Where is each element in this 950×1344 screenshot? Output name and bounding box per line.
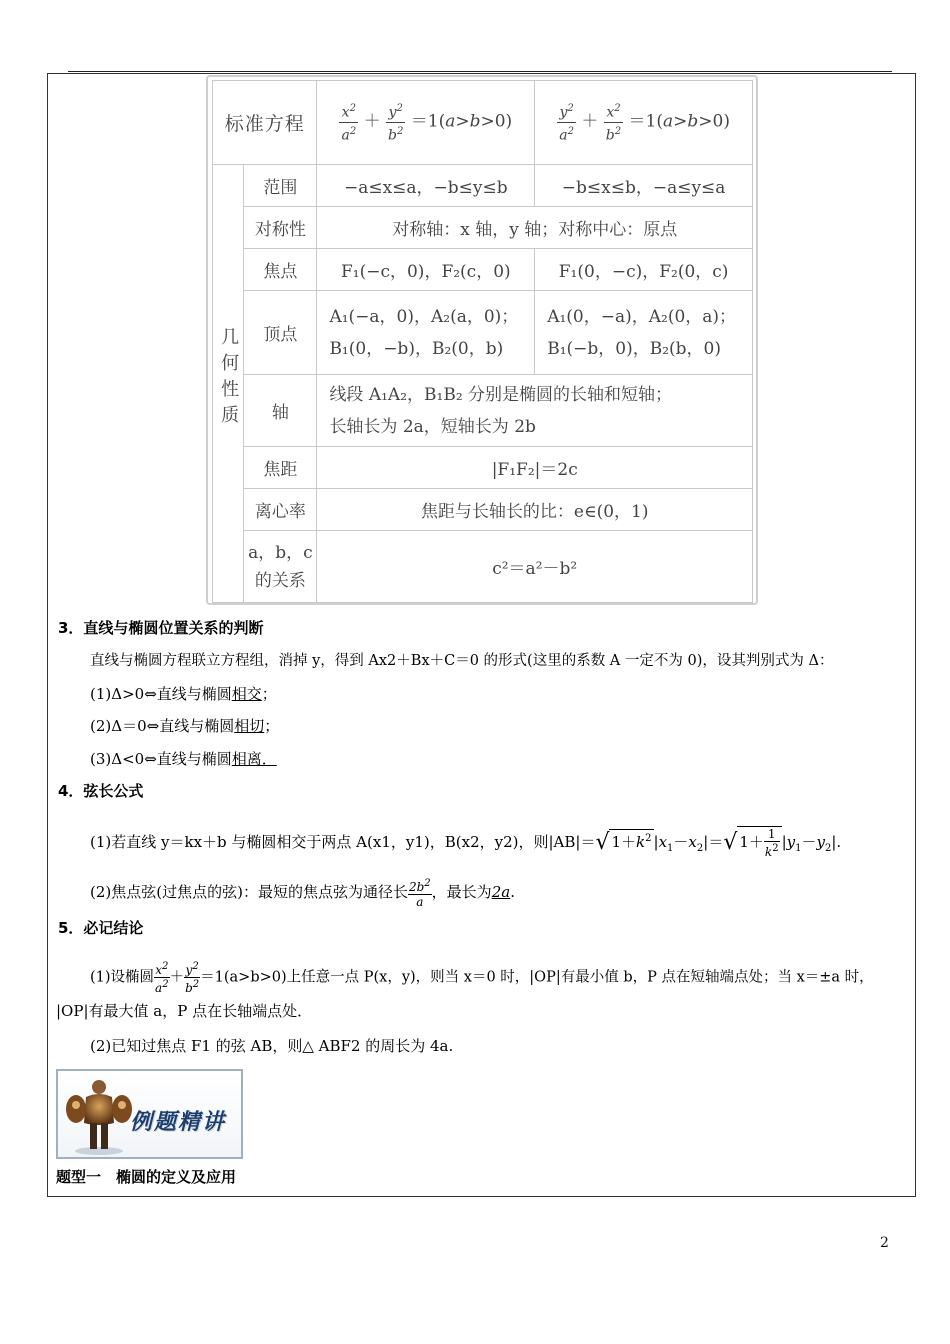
conclusion1-continued: |OP|有最大值 a，P 点在长轴端点处． [56, 1002, 313, 1020]
range-left: −a≤x≤a，−b≤y≤b [317, 165, 535, 207]
side-label-geometric-properties: 几何性质 [213, 165, 244, 603]
axis-line1: 线段 A₁A₂，B₁B₂ 分别是椭圆的长轴和短轴； [329, 384, 673, 405]
standard-eq-horizontal: $\frac{x^2}{a^2}$ ＋ $\frac{y^2}{b^2}$ ＝1(a>b>0) [317, 81, 535, 165]
relation-value: c²＝a²－b² [317, 531, 753, 603]
symmetry-label: 对称性 [244, 207, 317, 249]
relation-label-line1: a，b，c [248, 542, 313, 563]
relation-label [244, 531, 317, 603]
section3-intro: 直线与椭圆方程联立方程组，消掉 y，得到 Ax2＋Bx＋C＝0 的形式(这里的系数 A 一定不为 0)，设其判别式为 Δ： [90, 653, 834, 669]
case1-answer: 相交 [231, 685, 262, 703]
eccentricity-value: 焦距与长轴长的比：e∈(0，1) [317, 489, 753, 531]
vertices-right-line1: A₁(0，−a)，A₂(0，a)； [547, 306, 737, 327]
vertices-right [535, 291, 753, 375]
standard-eq-label: 标准方程 [213, 81, 317, 165]
section3-title: 3．直线与椭圆位置关系的判断 [58, 619, 264, 637]
chord-length-formula: (1)若直线 y＝kx＋b 与椭圆相交于两点 A(x1，y1)，B(x2，y2)，则|AB|＝√ $1+k^2$ $|x_1-x_2|=√$ 1＋ $\frac{1}{k^2}$ $|y_1-y_2|$. [90, 827, 842, 859]
conclusion2: (2)已知过焦点 F1 的弦 AB，则△ ABF2 的周长为 4a. [90, 1037, 454, 1055]
range-label: 范围 [244, 165, 317, 207]
section3-case1: (1)Δ>0⇔直线与椭圆相交； [90, 685, 277, 703]
header-rule [68, 71, 892, 72]
axis-line2: 长轴长为 2a，短轴长为 2b [329, 416, 536, 437]
axis-label: 轴 [244, 375, 317, 447]
focal-distance-label: 焦距 [244, 447, 317, 489]
relation-label-line2: 的关系 [254, 570, 306, 591]
foci-right: F₁(0，−c)，F₂(0，c) [535, 249, 753, 291]
axis-value [317, 375, 753, 447]
focal-distance-value: |F₁F₂|＝2c [317, 447, 753, 489]
foci-label: 焦点 [244, 249, 317, 291]
standard-eq-vertical: $\frac{y^2}{a^2}$ ＋ $\frac{x^2}{b^2}$ ＝1(a>b>0) [535, 81, 753, 165]
focal-chord-text: (2)焦点弦(过焦点的弦)：最短的焦点弦为通径长 $\frac{2b^2}{a}$ ，最长为2a. [90, 878, 515, 909]
section5-title: 5．必记结论 [58, 919, 144, 937]
page-number: 2 [880, 1235, 889, 1251]
eccentricity-label: 离心率 [244, 489, 317, 531]
max-focal-chord: 2a [491, 883, 511, 901]
case3-answer: 相离． [231, 750, 277, 768]
vertices-left-line1: A₁(−a，0)，A₂(a，0)； [329, 306, 519, 327]
section3-case3: (3)Δ<0⇔直线与椭圆相离． [90, 750, 277, 768]
vertices-right-line2: B₁(−b，0)，B₂(b，0) [547, 338, 721, 359]
range-right: −b≤x≤b，−a≤y≤a [535, 165, 753, 207]
vertices-left [317, 291, 535, 375]
vertices-label: 顶点 [244, 291, 317, 375]
case2-answer: 相切 [234, 717, 265, 735]
foci-left: F₁(−c，0)，F₂(c，0) [317, 249, 535, 291]
example-banner [56, 1069, 243, 1159]
conclusion1: (1)设椭圆 $\frac{x^2}{a^2}$ ＋ $\frac{y^2}{b^2}$ ＝1(a>b>0)上任意一点 P(x，y)，则当 x＝0 时，|OP|有最小值 b，P 点在短轴端点处；当 x＝±a 时， [90, 961, 874, 995]
symmetry-value: 对称轴：x 轴，y 轴；对称中心：原点 [317, 207, 753, 249]
ellipse-properties-table [206, 75, 758, 605]
section4-title: 4．弦长公式 [58, 782, 144, 800]
vertices-left-line2: B₁(0，−b)，B₂(0，b) [329, 338, 504, 359]
section3-case2: (2)Δ＝0⇔直线与椭圆相切； [90, 717, 280, 735]
warrior-figure-icon [64, 1075, 134, 1157]
type1-title: 题型一 椭圆的定义及应用 [56, 1168, 237, 1186]
banner-title: 例题精讲 [130, 1110, 227, 1135]
